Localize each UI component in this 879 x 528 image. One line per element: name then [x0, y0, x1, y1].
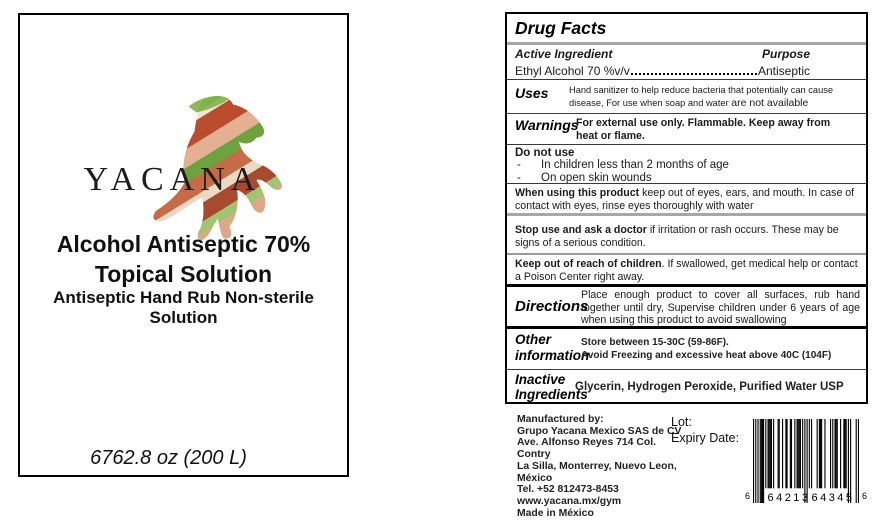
bullet-dash: -	[517, 171, 521, 183]
upc-barcode	[745, 419, 867, 507]
do-not-use-item-text: On open skin wounds	[541, 171, 652, 183]
warnings-text: For external use only. Flammable. Keep away from heat or flame.	[576, 117, 831, 142]
stop-use-section	[507, 216, 866, 253]
manufacturer-line: www.yacana.mx/gym	[517, 495, 622, 507]
manufacturer-line: Tel. +52 812473-8453	[517, 484, 619, 496]
expiry-date-label: Expiry Date:	[671, 431, 740, 445]
active-ingredient-label: Active Ingredient	[515, 47, 613, 61]
active-ingredient-header-row	[507, 45, 866, 61]
manufacturer-line: Ave. Alfonso Reyes 714 Col. Contry	[517, 437, 656, 461]
front-label-panel	[18, 13, 349, 477]
barcode-digit-group1: 64213	[767, 492, 811, 504]
keep-out-bold: Keep out of reach of children	[515, 258, 662, 270]
active-ingredient-value: Ethyl Alcohol 70 %v/v	[515, 64, 630, 78]
drug-facts-header	[507, 14, 866, 42]
keep-out-section	[507, 255, 866, 284]
manufacturer-line: Made in México	[517, 507, 594, 519]
when-using-bold: When using this product	[515, 187, 640, 199]
barcode-digit-group2: 64345	[811, 492, 855, 504]
other-information-section	[507, 329, 866, 369]
other-information-line: Store between 15-30C (59-86F).	[581, 337, 729, 348]
purpose-label: Purpose	[761, 47, 810, 61]
do-not-use-item	[515, 172, 860, 184]
lot-expiry-block	[671, 414, 739, 446]
brand-logo-text: YACANA	[83, 161, 262, 198]
directions-text: Place enough product to cover all surfaces, rub hand together until dry, Supervise children under 6 years of age when using this product to avoid swallowing	[581, 289, 860, 326]
do-not-use-item-text: In children less than 2 months of age	[541, 159, 729, 171]
drug-facts-title: Drug Facts	[515, 18, 607, 38]
do-not-use-section	[507, 145, 866, 183]
other-information-text	[581, 332, 831, 369]
barcode-bars	[753, 419, 859, 503]
keep-out-rest: . If swallowed, get medical help or contact a Poison Center right away.	[515, 258, 858, 283]
uses-label: Uses	[515, 85, 549, 101]
dotted-leader	[631, 73, 757, 75]
warnings-section	[507, 114, 866, 144]
bullet-dash: -	[517, 159, 521, 171]
manufacturer-block	[517, 414, 687, 519]
stop-use-rest: if irritation or rash occurs. These may be signs of a serious condition.	[515, 224, 839, 249]
uses-section	[507, 80, 866, 113]
active-ingredient-row	[507, 61, 866, 79]
warnings-label: Warnings	[515, 117, 579, 133]
barcode-digit-left: 6	[745, 491, 751, 501]
when-using-section	[507, 184, 866, 213]
directions-section	[507, 287, 866, 326]
product-title: Alcohol Antiseptic 70% Topical Solution	[56, 231, 311, 288]
do-not-use-item	[515, 159, 860, 172]
other-information-line: Avoid Freezing and excessive heat above 40C (104F)	[581, 350, 832, 361]
manufacturer-line: La Silla, Monterrey, Nuevo Leon,	[517, 460, 677, 472]
inactive-ingredients-text: Glycerin, Hydrogen Peroxide, Purified Water USP	[575, 381, 844, 393]
other-information-label: Other information	[515, 332, 590, 363]
stop-use-bold: Stop use and ask a doctor	[515, 224, 647, 236]
inactive-ingredients-label: Inactive Ingredients	[515, 372, 588, 402]
manufacturer-line: Manufactured by:	[517, 414, 604, 425]
drug-facts-panel	[505, 12, 868, 404]
purpose-value: Antiseptic	[757, 64, 810, 78]
uses-text-suffix: are not available	[731, 96, 809, 109]
inactive-ingredients-section	[507, 370, 866, 402]
manufacturer-line: México	[517, 472, 553, 484]
net-contents: 6762.8 oz (200 L)	[90, 447, 247, 469]
manufacturer-line: Grupo Yacana Mexico SAS de CV	[517, 425, 682, 437]
uses-text	[569, 83, 860, 113]
uses-text-main: Hand sanitizer to help reduce bacteria that potentially can cause disease, For use when soap and water	[569, 85, 834, 108]
when-using-rest: keep out of eyes, ears, and mouth. In case of contact with eyes, rinse eyes thoroughly with water	[515, 187, 855, 212]
product-subtitle: Antiseptic Hand Rub Non-sterile Solution	[53, 288, 314, 327]
barcode-digit-right: 6	[861, 491, 867, 501]
do-not-use-heading: Do not use	[515, 147, 575, 159]
lot-label: Lot:	[671, 415, 692, 429]
directions-label: Directions	[515, 298, 589, 315]
